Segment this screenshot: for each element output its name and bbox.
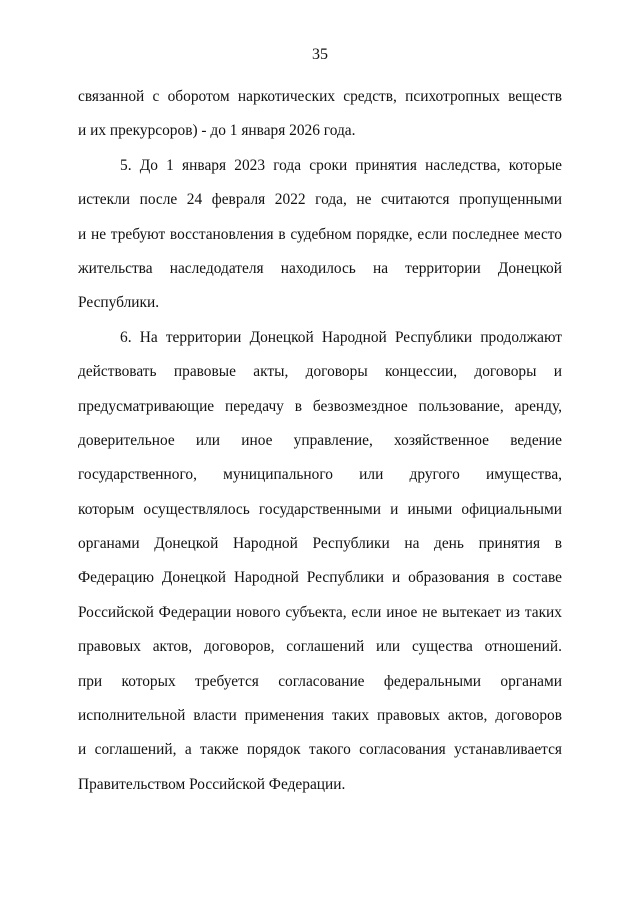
text-line: Российской Федерации нового субъекта, если иное не вытекает из таких (78, 603, 562, 621)
text-line: и соглашений, а также порядок такого согласования устанавливается (78, 741, 562, 759)
text-line: правовых актов, договоров, соглашений или существа отношений. (78, 638, 562, 656)
text-line: 6. На территории Донецкой Народной Республики продолжают (120, 328, 562, 346)
text-line: действовать правовые акты, договоры концессии, договоры и (78, 363, 562, 381)
text-line: государственного, муниципального или другого имущества, (78, 466, 562, 484)
text-line: органами Донецкой Народной Республики на день принятия в (78, 535, 562, 553)
text-line: Федерацию Донецкой Народной Республики и образования в составе (78, 569, 562, 587)
paragraph-item-6 (78, 321, 562, 802)
text-line: при которых требуется согласование федеральными органами (78, 672, 562, 690)
text-line: Правительством Российской Федерации. (78, 775, 346, 793)
paragraph-item-5 (78, 149, 562, 321)
text-line: истекли после 24 февраля 2022 года, не считаются пропущенными (78, 191, 562, 209)
page-number: 35 (312, 46, 328, 63)
text-line: и их прекурсоров) - до 1 января 2026 года. (78, 122, 356, 140)
text-line: 5. До 1 января 2023 года сроки принятия наследства, которые (120, 156, 562, 174)
document-body (78, 80, 562, 802)
text-line: которым осуществлялось государственными и иными официальными (78, 500, 562, 518)
text-line: доверительное или иное управление, хозяйственное ведение (78, 431, 562, 449)
text-line: связанной с оборотом наркотических средств, психотропных веществ (78, 88, 562, 105)
text-line: Республики. (78, 294, 160, 312)
text-line: и не требуют восстановления в судебном порядке, если последнее место (78, 225, 562, 243)
text-line: жительства наследодателя находилось на территории Донецкой (78, 259, 562, 277)
text-line: предусматривающие передачу в безвозмездное пользование, аренду, (78, 397, 562, 415)
text-line: исполнительной власти применения таких правовых актов, договоров (78, 707, 562, 725)
paragraph-continuation (78, 80, 562, 149)
